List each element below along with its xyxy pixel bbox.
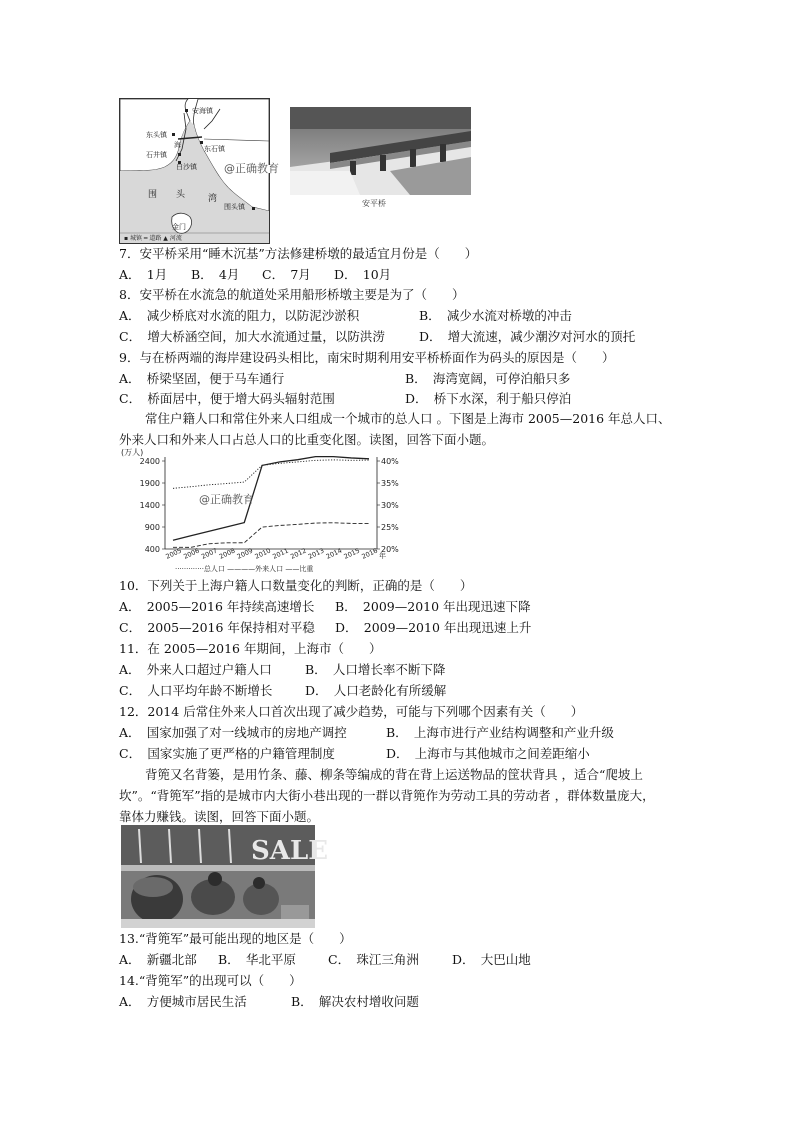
anping-bridge-photo (290, 107, 471, 195)
q11-option-b[interactable]: B． 人口增长率不断下降 (305, 662, 446, 677)
chart-ytick-label-left: 2400 (139, 457, 160, 466)
chart-xtick-label: 2016 (360, 546, 379, 561)
chart-xtick-label: 2008 (217, 546, 237, 561)
q13-option-b[interactable]: B． 华北平原 (218, 952, 296, 967)
intro3-line3: 靠体力赚钱。读图，回答下面小题。 (119, 809, 320, 824)
chart-ytick-label-left: 400 (144, 545, 160, 554)
chart-ytick-label-left: 1400 (139, 501, 160, 510)
chart-xtick-label: 2015 (342, 546, 362, 561)
anping-map (119, 98, 279, 244)
chart-xtick-label: 2014 (324, 546, 344, 561)
map-label-tou: 头 (176, 190, 186, 200)
q9-option-a[interactable]: A． 桥梁坚固，便于马车通行 (119, 371, 285, 386)
intro2-line2: 外来人口和外来人口占总人口的比重变化图。读图，回答下面小题。 (119, 432, 495, 447)
map-label-baisha: 白沙镇 (176, 163, 197, 171)
q11-option-c[interactable]: C． 人口平均年龄不断增长 (119, 683, 273, 698)
intro3-line2: 坎”。“背篼军”指的是城市内大街小巷出现的一群以背篼作为劳动工具的劳动者 ，群体数量庞大， (119, 788, 655, 803)
chart-xtick-label: 2009 (235, 546, 255, 561)
q13-option-d[interactable]: D． 大巴山地 (452, 952, 531, 967)
map-watermark: @正确教育 (224, 162, 279, 175)
q8-option-a[interactable]: A． 减少桥底对水流的阻力，以防泥沙淤积 (119, 308, 360, 323)
chart-xtick-label: 2012 (289, 546, 308, 561)
q11-option-d[interactable]: D． 人口老龄化有所缓解 (305, 683, 447, 698)
chart-xtick-label: 2013 (307, 546, 326, 561)
chart-xtick-label: 2007 (200, 546, 219, 561)
q10-stem: 10．下列关于上海户籍人口数量变化的判断，正确的是（ ） (119, 578, 473, 593)
q7-stem: 7．安平桥采用“睡木沉基”方法修建桥墩的最适宜月份是（ ） (119, 246, 478, 261)
population-chart (119, 447, 399, 575)
q14-stem: 14.“背篼军”的出现可以（ ） (119, 973, 302, 988)
q7-option-b[interactable]: B． 4月 (191, 267, 240, 282)
chart-ytick-label-right: 25% (381, 523, 399, 532)
q9-option-c[interactable]: C． 桥面居中，便于增大码头辐射范围 (119, 391, 335, 406)
q14-option-b[interactable]: B． 解决农村增收问题 (291, 994, 419, 1009)
map-label-anhai: 安海镇 (192, 107, 213, 115)
q9-option-b[interactable]: B． 海湾宽阔，可停泊船只多 (405, 371, 571, 386)
q13-stem: 13.“背篼军”最可能出现的地区是（ ） (119, 931, 352, 946)
map-label-dongtou: 东头镇 (146, 131, 167, 139)
porters-photo (121, 825, 329, 928)
q12-option-d[interactable]: D． 上海市与其他城市之间差距缩小 (386, 746, 590, 761)
map-label-wei: 围 (148, 190, 158, 200)
chart-ytick-label-right: 30% (381, 501, 399, 510)
photo-caption: 安平桥 (362, 199, 386, 208)
q11-option-a[interactable]: A． 外来人口超过户籍人口 (119, 662, 272, 677)
intro2-line1: 常住户籍人口和常住外来人口组成一个城市的总人口 。下图是上海市 2005—2016 年总人口、 (145, 411, 671, 426)
q12-stem: 12．2014 后常住外来人口首次出现了减少趋势，可能与下列哪个因素有关（ ） (119, 704, 584, 719)
map-label-weitou-town: 围头镇 (224, 203, 245, 211)
chart-ytick-label-right: 35% (381, 479, 399, 488)
q8-option-b[interactable]: B． 减少水流对桥墩的冲击 (419, 308, 572, 323)
chart-xtick-label: 2005 (164, 546, 183, 561)
q13-option-c[interactable]: C． 珠江三角洲 (328, 952, 419, 967)
q8-option-d[interactable]: D． 增大流速，减少潮汐对河水的顶托 (419, 329, 636, 344)
chart-xtick-label: 2011 (271, 546, 290, 561)
q10-option-b[interactable]: B． 2009—2010 年出现迅速下降 (335, 599, 531, 614)
population-chart-svg (119, 447, 399, 575)
chart-xtick-label: 2006 (182, 546, 201, 561)
q9-option-d[interactable]: D． 桥下水深，利于船只停泊 (405, 391, 572, 406)
q13-option-a[interactable]: A． 新疆北部 (119, 952, 197, 967)
q10-option-c[interactable]: C． 2005—2016 年保持相对平稳 (119, 620, 315, 635)
photo-sale-sign: SALE (251, 836, 329, 866)
q9-stem: 9．与在桥两端的海岸建设码头相比，南宋时期利用安平桥桥面作为码头的原因是（ ） (119, 350, 615, 365)
chart-xtick-label: 2010 (253, 546, 272, 561)
map-legend: ▪ 城镇 ━ 道路 ▲ 河流 (124, 235, 182, 242)
q12-option-c[interactable]: C． 国家实施了更严格的户籍管理制度 (119, 746, 335, 761)
map-label-shijing: 石井镇 (146, 151, 167, 159)
q7-option-a[interactable]: A． 1月 (119, 267, 168, 282)
q7-option-c[interactable]: C． 7月 (262, 267, 311, 282)
chart-ytick-label-right: 40% (381, 457, 399, 466)
chart-ytick-label-left: 1900 (139, 479, 160, 488)
q10-option-d[interactable]: D． 2009—2010 年出现迅速上升 (335, 620, 532, 635)
q11-stem: 11．在 2005—2016 年期间，上海市（ ） (119, 641, 382, 656)
q8-option-c[interactable]: C． 增大桥涵空间，加大水流通过量，以防洪涝 (119, 329, 385, 344)
q10-option-a[interactable]: A． 2005—2016 年持续高速增长 (119, 599, 315, 614)
q7-option-d[interactable]: D． 10月 (334, 267, 392, 282)
q12-option-b[interactable]: B． 上海市进行产业结构调整和产业升级 (386, 725, 614, 740)
q14-option-a[interactable]: A． 方便城市居民生活 (119, 994, 247, 1009)
q8-stem: 8．安平桥在水流急的航道处采用船形桥墩主要是为了（ ） (119, 287, 465, 302)
map-label-hai: 海 (174, 141, 181, 149)
chart-ytick-label-left: 900 (144, 523, 160, 532)
chart-watermark: @正确教育 (199, 493, 254, 506)
map-label-dongshi: 东石镇 (204, 145, 225, 153)
intro3-line1: 背篼又名背篓，是用竹条、藤、柳条等编成的背在背上运送物品的筐状背具 ，适合“爬坡上 (145, 767, 643, 782)
chart-ytick-label-right: 20% (381, 545, 399, 554)
q12-option-a[interactable]: A． 国家加强了对一线城市的房地产调控 (119, 725, 347, 740)
chart-x-unit: 年 (379, 552, 386, 560)
chart-series-migrant (173, 523, 369, 548)
map-label-jinmen: 金门 (172, 223, 186, 231)
chart-legend: ·············总人口 ————外来人口 ——比重 (175, 565, 314, 573)
map-label-wan: 湾 (208, 194, 218, 204)
chart-ylabel: (万人) (121, 448, 144, 457)
